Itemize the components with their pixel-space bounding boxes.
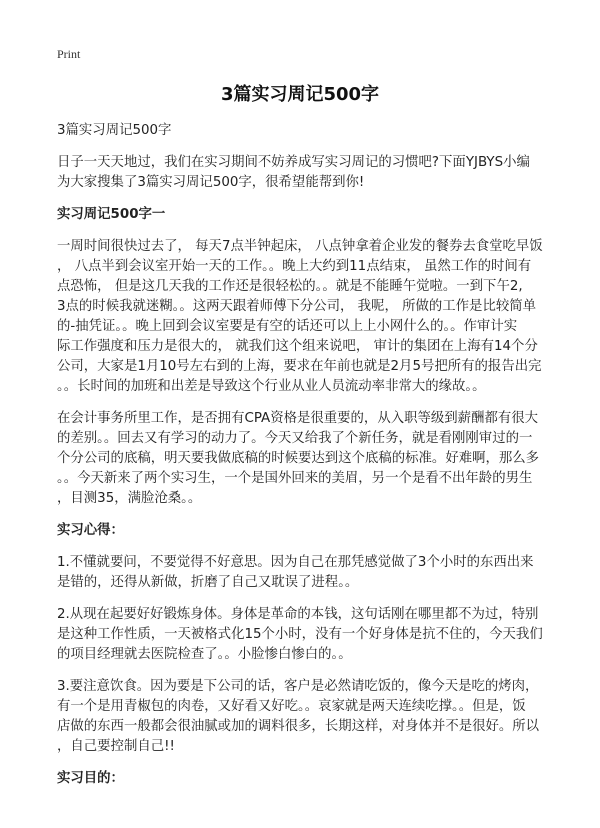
text-line: 是这种工作性质，一天被格式化15个小时，没有一个好身体是抗不住的，今天我们 [57,627,543,642]
text-line: 2.从现在起要好好锻炼身体。身体是革命的本钱，这句话刚在哪里都不为过，特别 [57,607,539,622]
text-line: 实习目的： [57,771,124,786]
text-line: 有一个是用青椒包的肉卷，又好看又好吃。。哀家就是两天连续吃撑。。但是，饭 [57,699,526,714]
text-line: 一周时间很快过去了， 每天7点半钟起床， 八点钟拿着企业发的餐券去食堂吃早饭 [57,239,543,254]
text-line: 为大家搜集了3篇实习周记500字，很希望能帮到你! [57,175,365,190]
paragraph [57,121,557,141]
section-heading [57,521,557,541]
paragraph [57,553,557,593]
paragraph [57,409,557,509]
text-line: 的-抽凭证。。晚上回到会议室要是有空的话还可以上上小网什么的。。作审计实 [57,319,518,334]
text-line: 公司，大家是1月10号左右到的上海，要求在年前也就是2月5号把所有的报告出完 [57,359,542,374]
text-line: 店做的东西一般都会很油腻或加的调料很多，长期这样，对身体并不是很好。所以 [57,719,540,734]
text-line: ，目测35，满脸沧桑。。 [57,491,202,506]
paragraph [57,677,557,757]
paragraph [57,153,557,193]
document-body [57,121,557,801]
text-line: 际工作强度和压力是很大的， 就我们这个组来说吧， 审计的集团在上海有14个分 [57,339,538,354]
text-line: ，自己要控制自己!! [57,739,175,754]
text-line: 的差别。。回去又有学习的动力了。今天又给我了个新任务，就是看刚刚审过的一 [57,431,533,446]
text-line: 。。今天新来了两个实习生，一个是国外回来的美眉，另一个是看不出年龄的男生 [57,471,533,486]
text-line: 3.要注意饮食。因为要是下公司的话，客户是必然请吃饭的，像今天是吃的烤肉， [57,679,539,694]
text-line: 3篇实习周记500字 [57,123,172,138]
text-line: 实习周记500字一 [57,207,166,222]
text-line: 的项目经理就去医院检查了。。小脸惨白惨白的。。 [57,647,352,662]
text-line: 3点的时候我就迷糊。。这两天跟着师傅下分公司， 我呢， 所做的工作是比较简单 [57,299,537,314]
text-line: 个分公司的底稿，明天要我做底稿的时候要达到这个底稿的标准。好难啊，那么多 [57,451,540,466]
text-line: 1.不懂就要问，不要觉得不好意思。因为自己在那凭感觉做了3个小时的东西出来 [57,555,534,570]
text-line: 点恐怖， 但是这几天我的工作还是很轻松的。。就是不能睡午觉啦。一到下午2, [57,279,523,294]
text-line: 在会计事务所里工作，是否拥有CPA资格是很重要的，从入职等级到薪酬都有很大 [57,411,539,426]
text-line: ， 八点半到会议室开始一天的工作。。晚上大约到11点结束， 虽然工作的时间有 [57,259,532,274]
text-line: 。。长时间的加班和出差是导致这个行业从业人员流动率非常大的缘故。。 [57,379,486,394]
section-heading [57,205,557,225]
paragraph [57,605,557,665]
text-line: 实习心得： [57,523,124,538]
text-line: 日子一天天地过，我们在实习期间不妨养成写实习周记的习惯吧?下面YJBYS小编 [57,155,530,170]
page-title: 3篇实习周记500字 [220,84,380,105]
text-line: 是错的，还得从新做，折磨了自己又耽误了进程。。 [57,575,359,590]
paragraph [57,237,557,397]
print-link[interactable]: Print [57,47,81,61]
section-heading [57,769,557,789]
